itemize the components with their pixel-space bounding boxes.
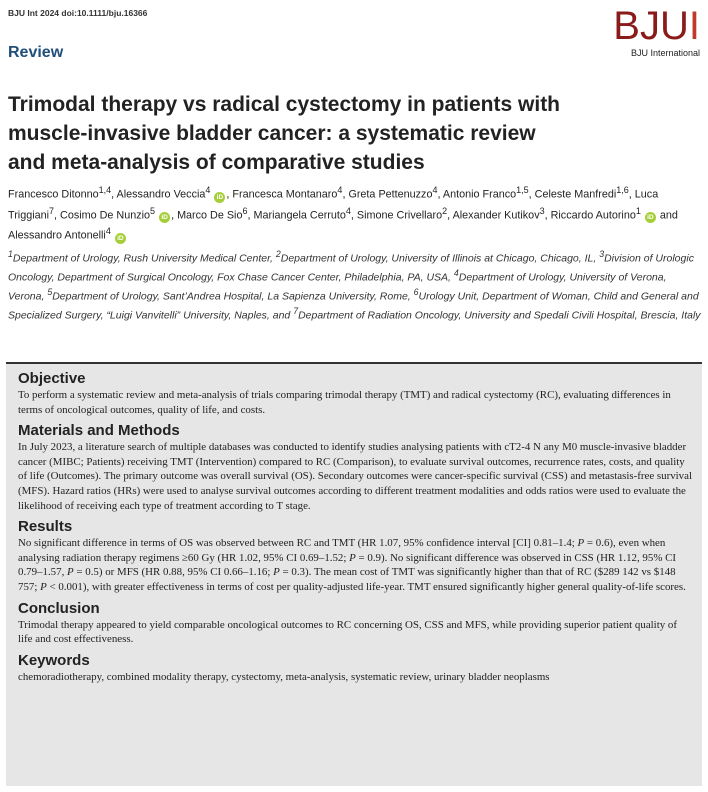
author-affiliation-marker: 1,6 [616, 185, 629, 195]
journal-logo [600, 6, 700, 58]
affiliation-text: Division of Urologic Oncology, Department of Surgical Oncology, Fox Chase Cancer Center, Philadelphia, PA, USA, [8, 252, 694, 284]
conclusion-heading: Conclusion [18, 599, 100, 617]
objective-heading: Objective [18, 370, 86, 387]
author-affiliation-marker: 6 [242, 205, 248, 216]
affiliation-text: Department of Urology, Sant’Andrea Hospital, La Sapienza University, Rome, [52, 290, 414, 303]
orcid-icon[interactable]: iD [645, 212, 656, 223]
orcid-icon[interactable]: iD [214, 192, 225, 203]
author-name: Greta Pettenuzzo [348, 188, 433, 201]
author-separator: , [350, 209, 357, 222]
abstract-box [6, 362, 702, 786]
author-name: Alessandro Antonelli [8, 229, 106, 242]
affiliation-marker: 6 [413, 287, 419, 297]
logo-mark: BJUI [613, 4, 700, 48]
methods-heading: Materials and Methods [18, 422, 180, 440]
author-affiliation-marker: 1,5 [516, 185, 529, 195]
affiliation-marker: 1 [8, 249, 13, 259]
author-list [8, 182, 703, 244]
results-text: No significant difference in terms of OS was observed between RC and TMT (HR 1.07, 95% confidence interval [CI] 0.81–1.4; P = 0.6), even when analysing radiation therapy regimens ≥60 Gy (HR 1.02, 95% CI 0.69–1.52; P = 0.9). No significant difference was observed in CSS (HR 1.12, 95% CI 0.79–1.57, P = 0.5) or MFS (HR 0.88, 95% CI 0.66–1.16; P = 0.3). The mean cost of TMT was significantly higher than that of RC ($289 142 vs $148 757; P < 0.001), with greater effectiveness in terms of cost per quality-adjusted life-year. TMT ensured significantly higher general quality-of-life scores. [18, 537, 686, 593]
author-affiliation-marker: 4 [205, 185, 211, 195]
author-separator: , [247, 209, 254, 222]
author-separator: , [447, 209, 453, 222]
article-title: Trimodal therapy vs radical cystectomy in patients with muscle-invasive bladder cancer: a systematic review and meta-analysis of comparative studies [8, 93, 561, 174]
author-name: Simone Crivellaro [356, 209, 443, 222]
author-affiliation-marker: 3 [539, 205, 545, 216]
author-separator: , [628, 188, 635, 201]
affiliation-text: Department of Radiation Oncology, University and Spedali Civili Hospital, Brescia, Italy [298, 309, 701, 322]
journal-citation: BJU Int 2024 doi:10.1111/bju.16366 [8, 8, 148, 18]
affiliation-text: Department of Urology, University of Illinois at Chicago, Chicago, IL, [280, 252, 600, 265]
author-affiliation-marker: 4 [337, 185, 343, 195]
author-name: Mariangela Cerruto [253, 209, 346, 222]
author-affiliation-marker: 4 [105, 226, 111, 237]
author-affiliation-marker: 4 [345, 205, 351, 216]
orcid-icon[interactable]: iD [159, 212, 170, 223]
author-name: Antonio Franco [442, 188, 517, 201]
author-separator: , [528, 188, 535, 201]
affiliation-text: Department of Urology, Rush University Medical Center, [12, 252, 276, 265]
orcid-icon[interactable]: iD [115, 233, 126, 244]
author-name: Celeste Manfredi [534, 188, 617, 201]
author-affiliation-marker: 1,4 [98, 185, 112, 195]
affiliation-marker: 7 [293, 306, 299, 316]
author-name: Luca Triggiani [8, 188, 659, 222]
author-separator: , [226, 188, 233, 201]
keywords-heading: Keywords [18, 651, 90, 669]
author-separator: , [544, 209, 551, 222]
affiliation-marker: 3 [599, 249, 605, 259]
affiliation-text: Urology Unit, Department of Woman, Child and General and Specialized Surgery, “Luigi Vanvitelli” University, Naples, and [8, 290, 699, 322]
author-separator: , [437, 188, 443, 201]
conclusion-text: Trimodal therapy appeared to yield comparable oncological outcomes to RC concerning OS, CSS and MFS, while providing superior patient quality of life and cost effectiveness. [18, 618, 677, 646]
author-separator: , [54, 209, 61, 222]
objective-text: To perform a systematic review and meta-analysis of trials comparing trimodal therapy (TMT) and radical cystectomy (RC), evaluating differences in terms of oncological outcomes, quality of life, and costs. [18, 389, 671, 416]
results-heading: Results [18, 518, 73, 536]
author-affiliation-marker: 5 [150, 205, 156, 216]
methods-text: In July 2023, a literature search of multiple databases was conducted to identify studies analysing patients with cT2-4 N any M0 muscle-invasive bladder cancer (MIBC; Patients) receiving TMT (Intervention) compared to RC (Comparison), to evaluate survival outcomes, recurrence rates, costs, and quality of life (Outcomes). The primary outcome was overall survival (OS). Secondary outcomes were cancer-specific survival (CSS) and metastasis-free survival (MFS). Hazard ratios (HRs) were used to analyse survival outcomes according to different treatment modalities and odds ratios were used to evaluate the likelihood of receiving each type of treatment according to T stage. [18, 441, 692, 512]
keywords-text: chemoradiotherapy, combined modality therapy, cystectomy, meta-analysis, systematic review, urinary bladder neoplasms [18, 670, 550, 683]
author-name: Francesca Montanaro [232, 188, 338, 201]
author-name: Alexander Kutikov [452, 209, 540, 222]
affiliation-text: Department of Urology, University of Verona, Verona, [8, 271, 667, 303]
author-name: Riccardo Autorino [550, 209, 636, 222]
author-name: Marco De Sio [177, 209, 243, 222]
author-affiliation-marker: 2 [442, 205, 448, 216]
author-affiliation-marker: 7 [49, 205, 55, 216]
author-separator: , [111, 188, 117, 201]
author-separator: , [342, 188, 349, 201]
article-type-label: Review [8, 44, 64, 61]
affiliations [8, 247, 703, 323]
author-affiliation-marker: 1 [635, 205, 641, 216]
author-separator: and [656, 209, 678, 222]
author-name: Cosimo De Nunzio [60, 209, 151, 222]
affiliation-marker: 5 [47, 287, 53, 297]
affiliation-marker: 2 [275, 249, 281, 259]
author-name: Francesco Ditonno [8, 188, 99, 201]
affiliation-marker: 4 [453, 268, 459, 278]
author-name: Alessandro Veccia [116, 188, 206, 201]
logo-subtitle: BJU International [630, 48, 700, 58]
author-separator: , [171, 209, 178, 222]
author-affiliation-marker: 4 [432, 185, 438, 195]
